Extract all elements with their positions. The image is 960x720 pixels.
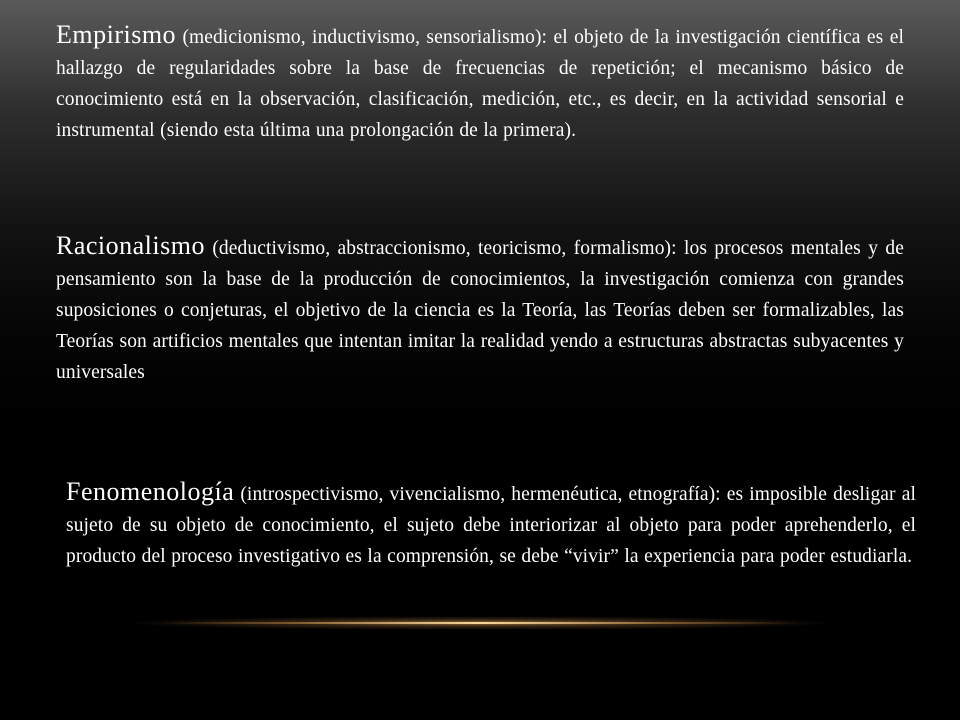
paragraph-racionalismo — [56, 230, 904, 388]
paragraph-fenomenologia — [66, 476, 916, 572]
description-fenomenologia: (introspectivismo, vivencialismo, hermenéutica, etnografía): es imposible desligar al sujeto de su objeto de conocimiento, el sujeto debe interiorizar al objeto para poder aprehenderlo, el producto del proceso investigativo es la comprensión, se debe “vivir” la experiencia para poder estudiarla. — [66, 484, 916, 567]
term-racionalismo: Racionalismo — [56, 231, 205, 260]
description-racionalismo: (deductivismo, abstraccionismo, teoricismo, formalismo): los procesos mentales y de pensamiento son la base de la producción de conocimientos, la investigación comienza con grandes suposiciones o conjeturas, el objetivo de la ciencia es la Teoría, las Teorías deben ser formalizables, las Teorías son artificios mentales que intentan imitar la realidad yendo a estructuras abstractas subyacentes y universales — [56, 238, 904, 383]
decorative-glow-line — [160, 622, 800, 624]
description-empirismo: (medicionismo, inductivismo, sensorialismo): el objeto de la investigación científica es el hallazgo de regularidades sobre la base de frecuencias de repetición; el mecanismo básico de conocimiento está en la observación, clasificación, medición, etc., es decir, en la actividad sensorial e instrumental (siendo esta última una prolongación de la primera). — [56, 27, 904, 141]
paragraph-empirismo — [56, 19, 904, 146]
term-fenomenologia: Fenomenología — [66, 477, 235, 506]
term-empirismo: Empirismo — [56, 20, 177, 49]
